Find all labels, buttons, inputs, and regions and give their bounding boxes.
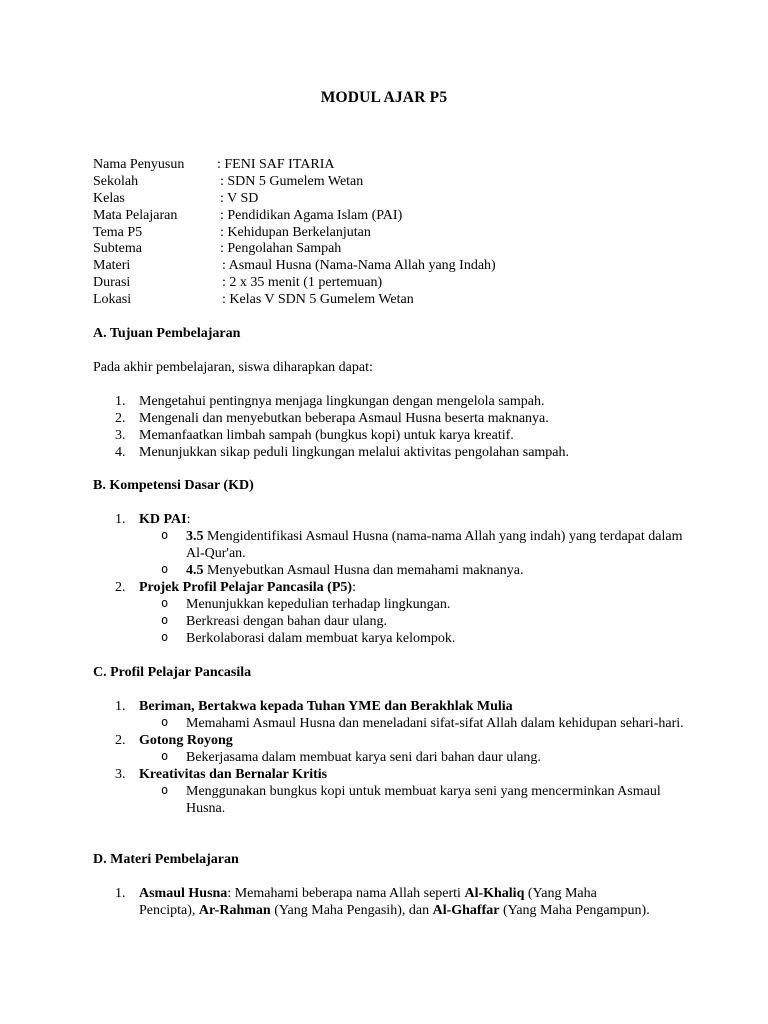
bullet-icon: o	[161, 715, 169, 729]
identity-row	[93, 224, 371, 242]
profile-label: Kreativitas dan Bernalar Kritis	[139, 767, 328, 782]
kd-code: 3.5	[186, 529, 204, 544]
list-item-text: Memanfaatkan limbah sampah (bungkus kopi) untuk karya kreatif.	[139, 428, 514, 443]
sub-item	[139, 613, 693, 630]
identity-row	[93, 292, 414, 309]
list-item	[93, 410, 693, 427]
item-number: 2.	[115, 580, 126, 595]
materi-text: (Yang Maha Pencipta),	[139, 886, 597, 918]
identity-row	[93, 207, 403, 225]
identity-label: Mata Pelajaran	[93, 207, 178, 223]
kd-code: 4.5	[186, 563, 204, 578]
sub-item-text: Berkolaborasi dalam membuat karya kelompok.	[186, 631, 456, 646]
kd-pai-label: KD PAI	[139, 512, 187, 527]
profile-sublist	[139, 749, 693, 766]
section-a-list	[93, 393, 693, 461]
asmaul-husna-name: Al-Ghaffar	[432, 903, 500, 918]
item-number: 1.	[115, 886, 126, 901]
materi-text: : Memahami beberapa nama Allah seperti	[227, 886, 465, 901]
identity-label: Lokasi	[93, 292, 132, 308]
identity-row	[93, 258, 496, 275]
sub-item	[139, 562, 693, 579]
section-b-list	[93, 511, 693, 647]
asmaul-husna-name: Al-Khaliq	[464, 886, 525, 901]
item-number: 3.	[115, 428, 126, 443]
colon: :	[186, 512, 191, 527]
materi-text: (Yang Maha Pengasih), dan	[270, 903, 433, 918]
sub-item	[139, 715, 693, 732]
list-item-text: Menunjukkan sikap peduli lingkungan melalui aktivitas pengolahan sampah.	[139, 445, 570, 460]
sub-item	[139, 783, 693, 817]
bullet-icon: o	[161, 749, 169, 763]
sub-item	[139, 749, 693, 766]
section-c-heading: C. Profil Pelajar Pancasila	[93, 665, 252, 680]
list-item	[93, 698, 693, 732]
section-b-heading: B. Kompetensi Dasar (KD)	[93, 478, 254, 493]
identity-row	[93, 157, 335, 174]
section-a-intro: Pada akhir pembelajaran, siswa diharapkan dapat:	[93, 360, 373, 375]
list-item	[93, 579, 693, 647]
list-item	[93, 444, 693, 461]
identity-value: : Kehidupan Berkelanjutan	[220, 224, 371, 240]
identity-value: : Asmaul Husna (Nama-Nama Allah yang Indah)	[222, 258, 496, 274]
colon: :	[352, 580, 356, 595]
profile-sublist	[139, 783, 693, 817]
list-item	[93, 393, 693, 410]
identity-value: : SDN 5 Gumelem Wetan	[220, 173, 364, 189]
section-c-list	[93, 698, 693, 817]
identity-row	[93, 190, 259, 208]
sub-item-text: Menggunakan bungkus kopi untuk membuat karya seni yang mencerminkan Asmaul Husna.	[186, 784, 661, 816]
identity-label: Kelas	[93, 190, 125, 206]
identity-value: : Pendidikan Agama Islam (PAI)	[220, 207, 403, 223]
sub-item-text: Menunjukkan kepedulian terhadap lingkungan.	[186, 597, 451, 612]
p5-sublist	[139, 596, 693, 647]
list-item	[93, 766, 693, 817]
sub-item	[139, 630, 693, 647]
document-title: MODUL AJAR P5	[320, 89, 448, 106]
section-d-list	[93, 885, 653, 919]
list-item-text: Mengetahui pentingnya menjaga lingkungan dengan mengelola sampah.	[139, 394, 545, 409]
sub-item	[139, 528, 693, 562]
profile-label: Gotong Royong	[139, 733, 233, 748]
item-number: 1.	[115, 512, 126, 527]
item-number: 2.	[115, 411, 126, 426]
identity-label: Materi	[93, 258, 131, 274]
list-item	[93, 427, 693, 444]
profile-sublist	[139, 715, 693, 732]
item-number: 1.	[115, 699, 126, 714]
item-number: 4.	[115, 445, 126, 460]
bullet-icon: o	[161, 562, 169, 576]
identity-value: : Kelas V SDN 5 Gumelem Wetan	[222, 292, 414, 308]
section-a-heading: A. Tujuan Pembelajaran	[93, 326, 241, 341]
identity-row	[93, 241, 342, 258]
bullet-icon: o	[161, 596, 169, 610]
sub-item-text: Mengidentifikasi Asmaul Husna (nama-nama Allah yang indah) yang terdapat dalam Al-Qur'an.	[186, 529, 683, 561]
sub-item-text: Bekerjasama dalam membuat karya seni dari bahan daur ulang.	[186, 750, 541, 765]
item-number: 1.	[115, 394, 126, 409]
section-d-heading: D. Materi Pembelajaran	[93, 852, 239, 867]
materi-label: Asmaul Husna	[139, 886, 228, 901]
sub-item-text: Berkreasi dengan bahan daur ulang.	[186, 614, 387, 629]
p5-label: Projek Profil Pelajar Pancasila (P5)	[139, 580, 353, 595]
materi-text: (Yang Maha Pengampun).	[499, 903, 650, 918]
identity-label: Subtema	[93, 241, 142, 257]
item-number: 3.	[115, 767, 126, 782]
kd-pai-sublist	[139, 528, 693, 579]
bullet-icon: o	[161, 630, 169, 644]
identity-value: : V SD	[220, 190, 259, 206]
sub-item-text: Memahami Asmaul Husna dan meneladani sifat-sifat Allah dalam kehidupan sehari-hari.	[186, 716, 684, 731]
sub-item-text: Menyebutkan Asmaul Husna dan memahami maknanya.	[203, 563, 524, 578]
list-item	[93, 732, 693, 766]
profile-label: Beriman, Bertakwa kepada Tuhan YME dan Berakhlak Mulia	[139, 699, 513, 714]
sub-item	[139, 596, 693, 613]
identity-value: : FENI SAF ITARIA	[217, 157, 335, 172]
item-number: 2.	[115, 733, 126, 748]
list-item	[93, 511, 693, 579]
asmaul-husna-name: Ar-Rahman	[198, 903, 271, 918]
identity-label: Sekolah	[93, 173, 139, 189]
identity-label: Durasi	[93, 275, 131, 291]
identity-value: : Pengolahan Sampah	[220, 241, 342, 257]
identity-row	[93, 275, 383, 292]
identity-row	[93, 173, 364, 191]
list-item-text: Mengenali dan menyebutkan beberapa Asmaul Husna beserta maknanya.	[139, 411, 549, 426]
list-item	[93, 885, 653, 919]
bullet-icon: o	[161, 528, 169, 542]
bullet-icon: o	[161, 783, 169, 797]
identity-label: Nama Penyusun	[93, 157, 185, 172]
identity-value: : 2 x 35 menit (1 pertemuan)	[222, 275, 383, 291]
identity-table	[93, 157, 496, 309]
identity-label: Tema P5	[93, 224, 143, 240]
bullet-icon: o	[161, 613, 169, 627]
